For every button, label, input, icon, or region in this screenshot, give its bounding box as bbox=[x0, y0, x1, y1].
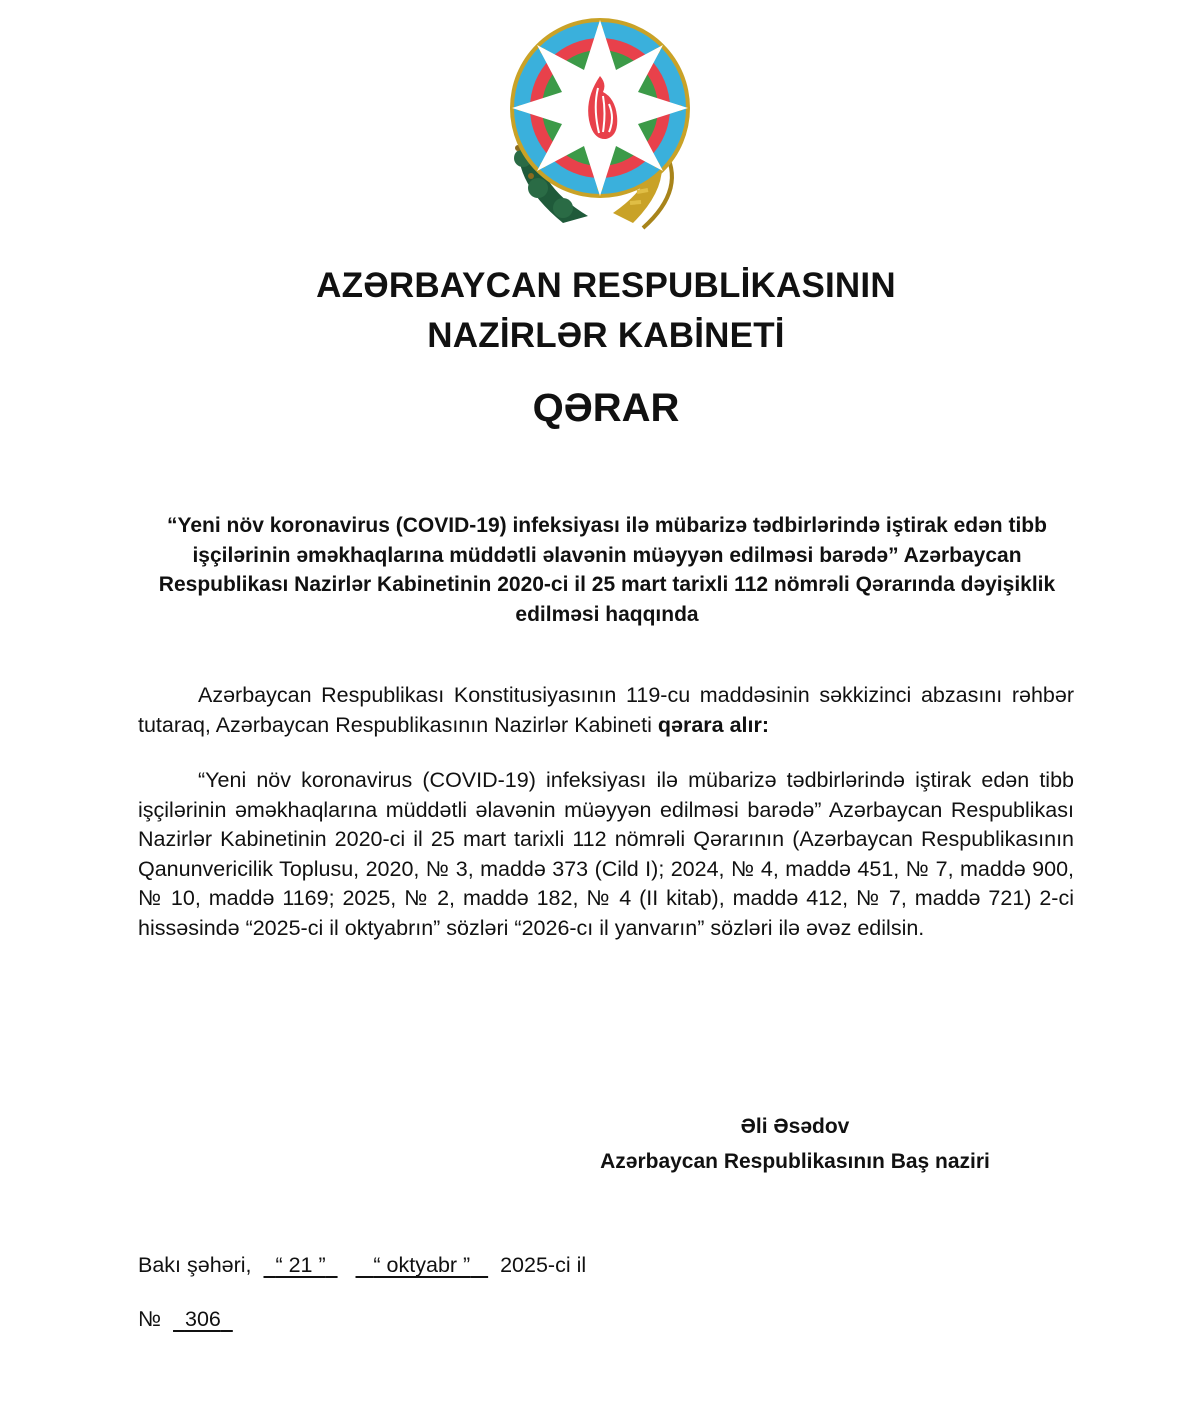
document-type-title: QƏRAR bbox=[532, 386, 680, 430]
issuer-title-line-1: AZƏRBAYCAN RESPUBLİKASININ bbox=[316, 266, 896, 305]
preamble-text: Azərbaycan Respublikası Konstitusiyasının 119-cu maddəsinin səkkizinci abzasını rəhbər tutaraq, Azərbaycan Respublikasının Nazirlər Kabineti bbox=[138, 683, 1074, 737]
preamble-paragraph bbox=[138, 681, 1074, 740]
decision-paragraph: “Yeni növ koronavirus (COVID-19) infeksiyası ilə mübarizə tədbirlərində iştirak edən tibb işçilərinin əməkhaqlarına müddətli əlavənin müəyyən edilməsi barədə” Azərbaycan Respublikası Nazirlər Kabinetinin 2020-ci il 25 mart tarixli 112 nömrəli Qərarının (Azərbaycan Respublikasının Qanunvericilik Toplusu, 2020, № 3, maddə 373 (Cild I); 2024, № 4, maddə 451, № 7, maddə 900, № 10, maddə 1169; 2025, № 2, maddə 182, № 4 (II kitab), maddə 412, № 7, maddə 721) 2-ci hissəsində “2025-ci il oktyabrın” sözləri “2026-cı il yanvarın” sözləri ilə əvəz edilsin. bbox=[138, 768, 1074, 940]
date-day: “ 21 ” bbox=[275, 1253, 326, 1277]
city: Bakı şəhəri, bbox=[138, 1253, 252, 1277]
date-year: 2025-ci il bbox=[500, 1253, 587, 1277]
signatory-title: Azərbaycan Respublikasının Baş naziri bbox=[600, 1150, 990, 1173]
number-label: № bbox=[138, 1307, 162, 1331]
signatory-name: Əli Əsədov bbox=[740, 1115, 850, 1138]
date-month: “ oktyabr ” bbox=[373, 1253, 471, 1277]
issuer-title-line-2: NAZİRLƏR KABİNETİ bbox=[427, 316, 785, 355]
issue-date-line bbox=[138, 1250, 586, 1280]
decree-number-line bbox=[138, 1304, 233, 1334]
decree-subject: “Yeni növ koronavirus (COVID-19) infeksiyası ilə mübarizə tədbirlərində iştirak edən tibb işçilərinin əməkhaqlarına müddətli əlavənin müəyyən edilməsi barədə” Azərbaycan Respublikası Nazirlər Kabinetinin 2020-ci il 25 mart tarixli 112 nömrəli Qərarında dəyişiklik edilməsi haqqında bbox=[158, 514, 1056, 626]
coat-of-arms-emblem bbox=[503, 8, 697, 233]
decree-number: 306 bbox=[184, 1307, 221, 1331]
preamble-resolution: qərara alır: bbox=[657, 712, 770, 737]
emblem-icon bbox=[503, 8, 697, 233]
